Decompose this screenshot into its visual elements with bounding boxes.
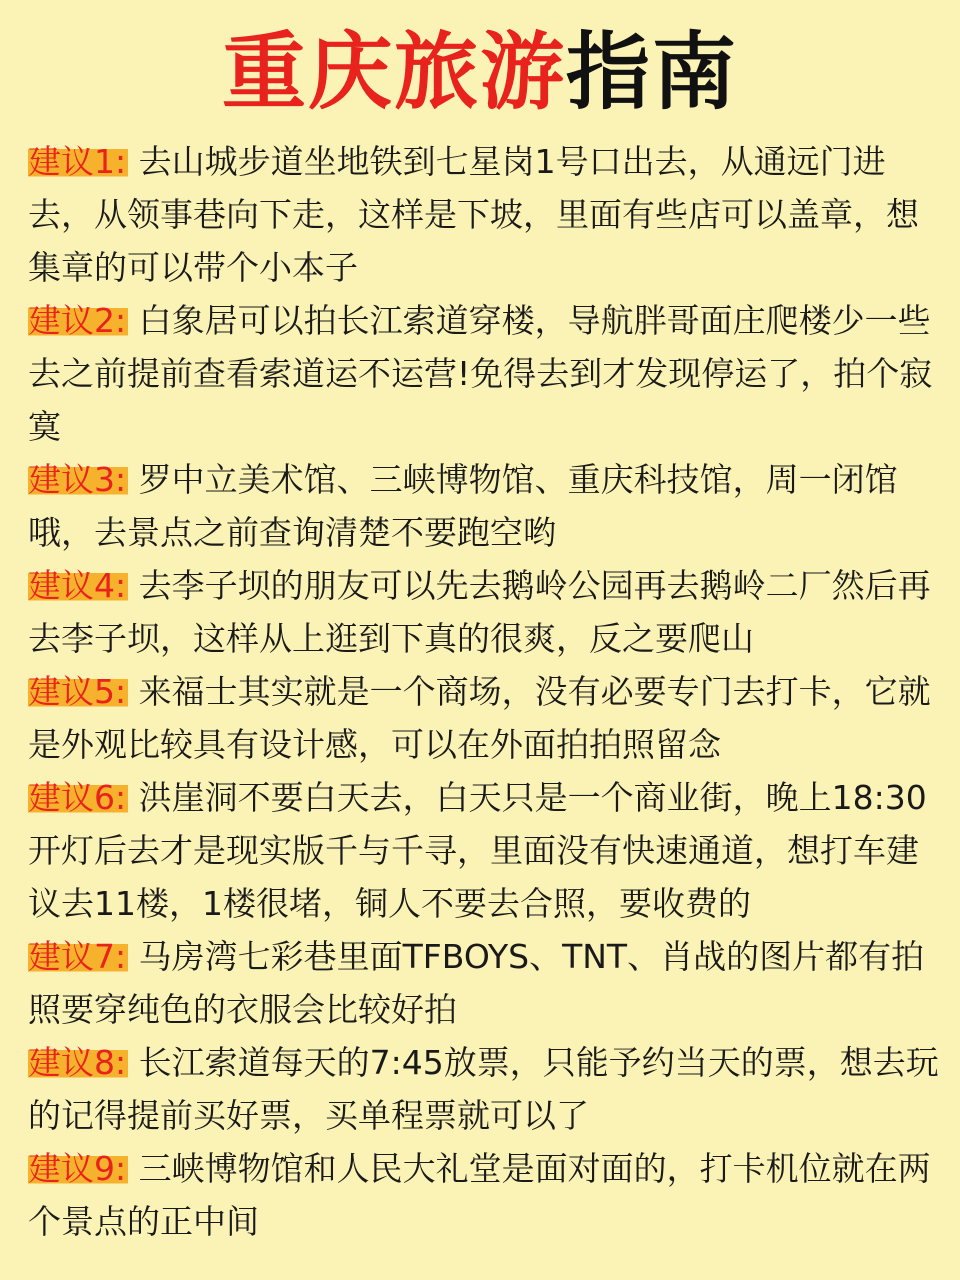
tip-label: 建议1: xyxy=(28,142,127,181)
tip-text: 去山城步道坐地铁到七星岗1号口出去，从通远门进去，从领事巷向下走，这样是下坡，里面有些店可以盖章，想集章的可以带个小本子 xyxy=(28,142,919,287)
tip-label: 建议7: xyxy=(28,937,127,976)
tip-4 xyxy=(28,559,940,665)
tip-label: 建议5: xyxy=(28,672,127,711)
title-red-part: 重庆旅游 xyxy=(221,23,566,121)
tip-8 xyxy=(28,1036,940,1142)
tip-1 xyxy=(28,135,940,294)
tip-text: 三峡博物馆和人民大礼堂是面对面的，打卡机位就在两个景点的正中间 xyxy=(28,1149,931,1241)
page-title xyxy=(0,22,960,122)
tips-list xyxy=(28,135,940,1248)
tip-label: 建议9: xyxy=(28,1149,127,1188)
tip-label: 建议6: xyxy=(28,778,127,817)
title-black-part: 指南 xyxy=(566,23,739,121)
tip-text: 马房湾七彩巷里面TFBOYS、TNT、肖战的图片都有拍照要穿纯色的衣服会比较好拍 xyxy=(28,937,925,1029)
tip-5 xyxy=(28,665,940,771)
tip-3 xyxy=(28,453,940,559)
tip-7 xyxy=(28,930,940,1036)
tip-text: 洪崖洞不要白天去，白天只是一个商业街，晚上18:30开灯后去才是现实版千与千寻，里面没有快速通道，想打车建议去11楼，1楼很堵，铜人不要去合照，要收费的 xyxy=(28,778,927,923)
tip-9 xyxy=(28,1142,940,1248)
tip-6 xyxy=(28,771,940,930)
tip-text: 长江索道每天的7:45放票，只能予约当天的票，想去玩的记得提前买好票，买单程票就可以了 xyxy=(28,1043,939,1135)
tip-text: 罗中立美术馆、三峡博物馆、重庆科技馆，周一闭馆哦，去景点之前查询清楚不要跑空哟 xyxy=(28,460,898,552)
tip-text: 白象居可以拍长江索道穿楼，导航胖哥面庄爬楼少一些去之前提前查看索道运不运营!免得去到才发现停运了，拍个寂寞 xyxy=(28,301,933,446)
tip-label: 建议8: xyxy=(28,1043,127,1082)
tip-label: 建议3: xyxy=(28,460,127,499)
tip-label: 建议4: xyxy=(28,566,127,605)
tip-2 xyxy=(28,294,940,453)
tip-label: 建议2: xyxy=(28,301,127,340)
tip-text: 来福士其实就是一个商场，没有必要专门去打卡，它就是外观比较具有设计感，可以在外面拍拍照留念 xyxy=(28,672,931,764)
tip-text: 去李子坝的朋友可以先去鹅岭公园再去鹅岭二厂然后再去李子坝，这样从上逛到下真的很爽，反之要爬山 xyxy=(28,566,931,658)
